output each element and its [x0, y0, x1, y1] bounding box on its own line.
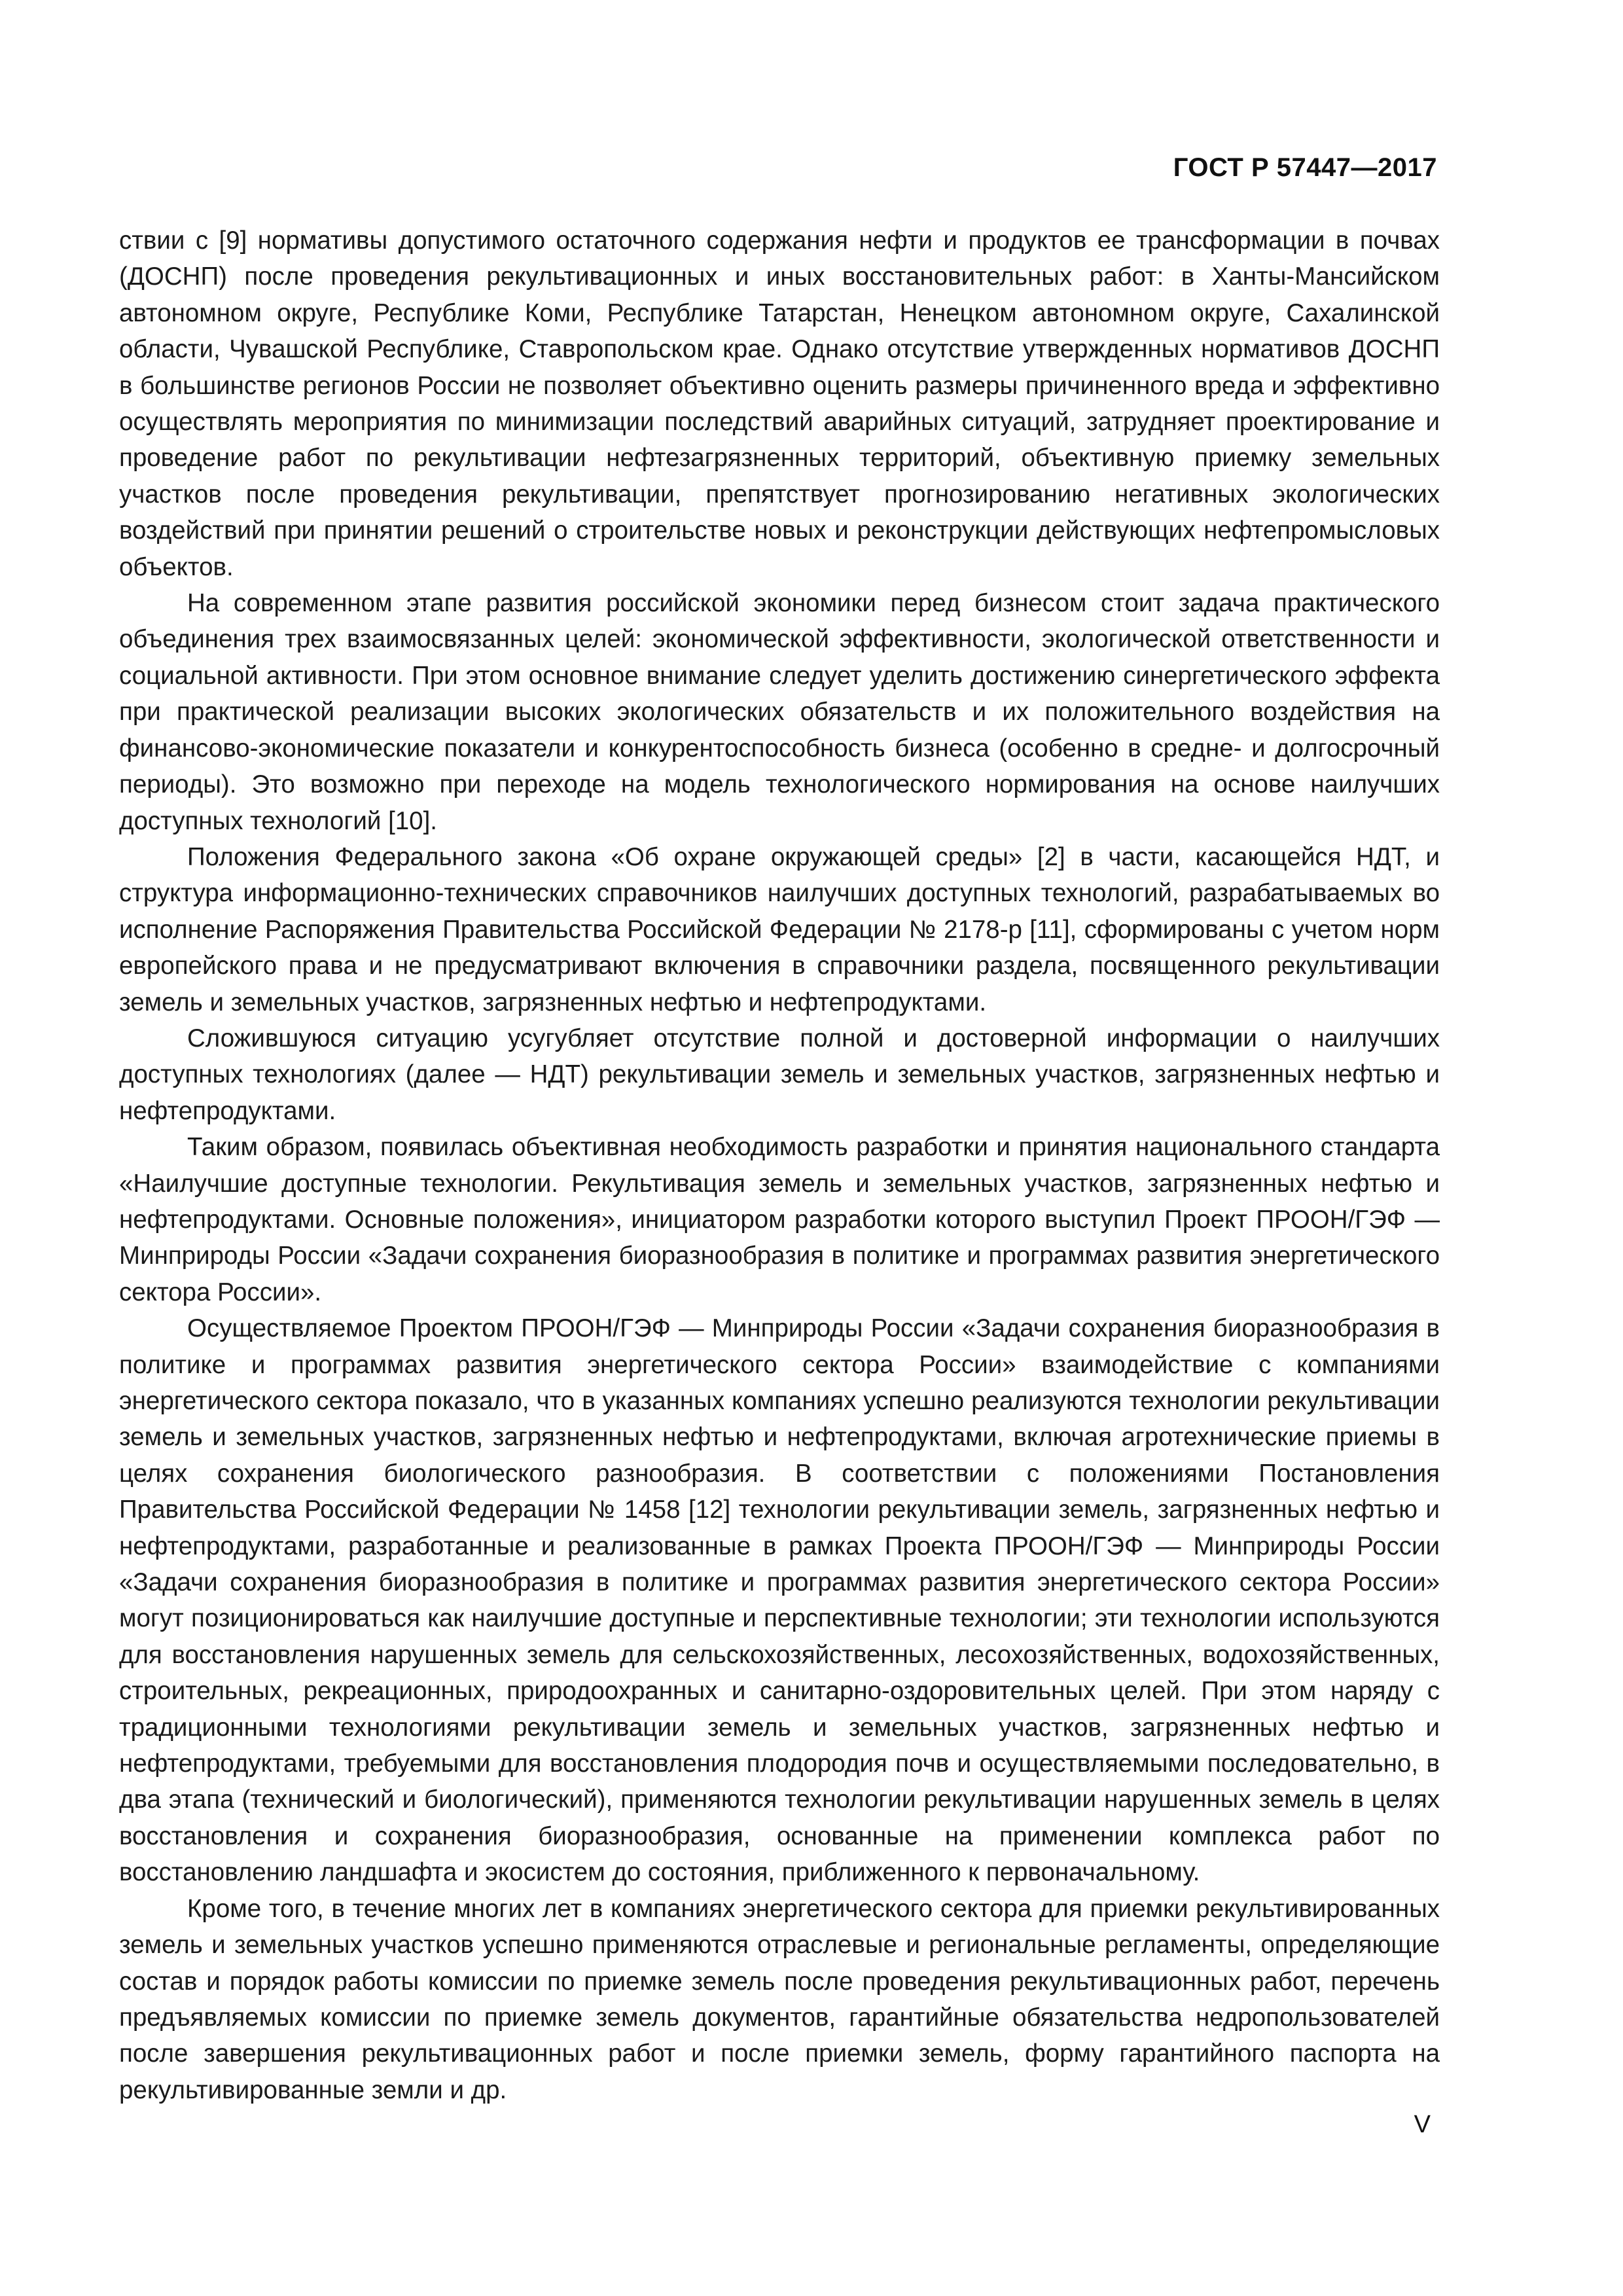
paragraph: Положения Федерального закона «Об охране окружающей среды» [2] в части, касающейся НДТ, и структура информационно-технических справочников наилучших доступных технологий, разрабатываемых во исполнение Распоряжения Правительства Российской Федерации № 2178-р [11], сформированы с учетом норм европейского права и не предусматривают включения в справочники раздела, посвященного рекультивации земель и земельных участков, загрязненных нефтью и нефтепродуктами.: [119, 842, 1440, 1016]
page-number: V: [1414, 2111, 1431, 2138]
paragraph: Кроме того, в течение многих лет в компаниях энергетического сектора для приемки рекультивированных земель и земельных участков успешно применяются отраслевые и региональные регламенты, определяющие состав и порядок работы комиссии по приемке земель после проведения рекультивационных работ, перечень предъявляемых комиссии по приемке земель документов, гарантийные обязательства недропользователей после завершения рекультивационных работ и после приемки земель, форму гарантийного паспорта на рекультивированные земли и др.: [119, 1894, 1440, 2104]
paragraph: Сложившуюся ситуацию усугубляет отсутствие полной и достоверной информации о наилучших доступных технологиях (далее — НДТ) рекультивации земель и земельных участков, загрязненных нефтью и нефтепродуктами.: [119, 1024, 1440, 1125]
body-text: [119, 223, 1440, 2108]
paragraph: Осуществляемое Проектом ПРООН/ГЭФ — Минприроды России «Задачи сохранения биоразнообразия в политике и программах развития энергетического сектора России» взаимодействие с компаниями энергетического сектора показало, что в указанных компаниях успешно реализуются технологии рекультивации земель и земельных участков, загрязненных нефтью и нефтепродуктами, включая агротехнические приемы в целях сохранения биологического разнообразия. В соответствии с положениями Постановления Правительства Российской Федерации № 1458 [12] технологии рекультивации земель, загрязненных нефтью и нефтепродуктами, разработанные и реализованные в рамках Проекта ПРООН/ГЭФ — Минприроды России «Задачи сохранения биоразнообразия в политике и программах развития энергетического сектора России» могут позиционироваться как наилучшие доступные и перспективные технологии; эти технологии используются для восстановления нарушенных земель для сельскохозяйственных, лесохозяйственных, водохозяйственных, строительных, рекреационных, природоохранных и санитарно-оздоровительных целей. При этом наряду с традиционными технологиями рекультивации земель и земельных участков, загрязненных нефтью и нефтепродуктами, требуемыми для восстановления плодородия почв и осуществляемыми последовательно, в два этапа (технический и биологический), применяются технологии рекультивации нарушенных земель в целях восстановления и сохранения биоразнообразия, основанные на применении комплекса работ по восстановлению ландшафта и экосистем до состояния, приближенного к первоначальному.: [119, 1314, 1440, 1887]
paragraph-continuation: ствии с [9] нормативы допустимого остаточного содержания нефти и продуктов ее трансформации в почвах (ДОСНП) после проведения рекультивационных и иных восстановительных работ: в Ханты-Мансийском автономном округе, Республике Коми, Республике Татарстан, Ненецком автономном округе, Сахалинской области, Чувашской Республике, Ставропольском крае. Однако отсутствие утвержденных нормативов ДОСНП в большинстве регионов России не позволяет объективно оценить размеры причиненного вреда и эффективно осуществлять мероприятия по минимизации последствий аварийных ситуаций, затрудняет проектирование и проведение работ по рекультивации нефтезагрязненных территорий, объективную приемку земельных участков после проведения рекультивации, препятствует прогнозированию негативных экологических воздействий при принятии решений о строительстве новых и реконструкции действующих нефтепромысловых объектов.: [119, 226, 1440, 581]
paragraph: На современном этапе развития российской экономики перед бизнесом стоит задача практического объединения трех взаимосвязанных целей: экономической эффективности, экологической ответственности и социальной активности. При этом основное внимание следует уделить достижению синергетического эффекта при практической реализации высоких экологических обязательств и их положительного воздействия на финансово-экономические показатели и конкурентоспособность бизнеса (особенно в средне- и долгосрочный периоды). Это возможно при переходе на модель технологического нормирования на основе наилучших доступных технологий [10].: [119, 589, 1440, 835]
standard-header: ГОСТ Р 57447—2017: [1173, 153, 1437, 182]
paragraph: Таким образом, появилась объективная необходимость разработки и принятия национального стандарта «Наилучшие доступные технологии. Рекультивация земель и земельных участков, загрязненных нефтью и нефтепродуктами. Основные положения», инициатором разработки которого выступил Проект ПРООН/ГЭФ — Минприроды России «Задачи сохранения биоразнообразия в политике и программах развития энергетического сектора России».: [119, 1133, 1440, 1306]
